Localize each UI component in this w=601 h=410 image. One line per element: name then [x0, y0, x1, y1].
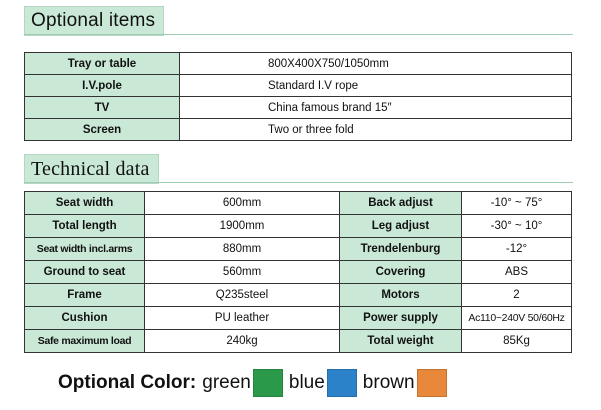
technical-data-heading: Technical data: [24, 154, 159, 184]
spec-value: PU leather: [145, 307, 340, 330]
table-row: [25, 330, 572, 353]
spec-label: Frame: [25, 284, 145, 307]
spec-label: Trendelenburg: [340, 238, 462, 261]
spec-value: ABS: [462, 261, 572, 284]
spec-value: 1900mm: [145, 215, 340, 238]
technical-data-rule: [24, 182, 573, 183]
item-label: Screen: [25, 119, 180, 141]
spec-value: -12°: [462, 238, 572, 261]
spec-value: 880mm: [145, 238, 340, 261]
optional-color-row: [58, 368, 453, 398]
item-value: 800X400X750/1050mm: [180, 53, 572, 75]
spec-label: Back adjust: [340, 192, 462, 215]
table-row: [25, 261, 572, 284]
optional-items-table: [24, 52, 572, 141]
spec-label: Cushion: [25, 307, 145, 330]
table-row: [25, 119, 572, 141]
spec-value: -10° ~ 75°: [462, 192, 572, 215]
color-swatch-green: [253, 369, 283, 397]
color-swatch-blue: [327, 369, 357, 397]
table-row: [25, 307, 572, 330]
table-row: [25, 215, 572, 238]
spec-value: 2: [462, 284, 572, 307]
optional-items-rule: [24, 34, 573, 35]
optional-items-heading: Optional items: [24, 6, 164, 36]
spec-value: 600mm: [145, 192, 340, 215]
spec-label: Ground to seat: [25, 261, 145, 284]
spec-value: Q235steel: [145, 284, 340, 307]
spec-label: Power supply: [340, 307, 462, 330]
color-name-brown: brown: [362, 372, 415, 393]
item-label: TV: [25, 97, 180, 119]
spec-label: Motors: [340, 284, 462, 307]
table-row: [25, 53, 572, 75]
technical-data-table: [24, 191, 572, 353]
table-row: [25, 284, 572, 307]
optional-color-title: Optional Color:: [58, 372, 197, 393]
table-row: [25, 97, 572, 119]
spec-value: 85Kg: [462, 330, 572, 353]
spec-label: Total length: [25, 215, 145, 238]
table-row: [25, 238, 572, 261]
color-swatch-brown: [417, 369, 447, 397]
item-value: Standard I.V rope: [180, 75, 572, 97]
spec-value: Ac110~240V 50/60Hz: [462, 307, 572, 330]
spec-label: Leg adjust: [340, 215, 462, 238]
table-row: [25, 192, 572, 215]
spec-label: Covering: [340, 261, 462, 284]
table-row: [25, 75, 572, 97]
color-name-green: green: [202, 372, 251, 393]
item-value: Two or three fold: [180, 119, 572, 141]
item-label: I.V.pole: [25, 75, 180, 97]
spec-value: 560mm: [145, 261, 340, 284]
spec-label: Total weight: [340, 330, 462, 353]
spec-label: Safe maximum load: [25, 330, 145, 353]
spec-label: Seat width incl.arms: [25, 238, 145, 261]
item-value: China famous brand 15″: [180, 97, 572, 119]
item-label: Tray or table: [25, 53, 180, 75]
color-name-blue: blue: [288, 372, 325, 393]
spec-value: -30° ~ 10°: [462, 215, 572, 238]
spec-label: Seat width: [25, 192, 145, 215]
spec-value: 240kg: [145, 330, 340, 353]
